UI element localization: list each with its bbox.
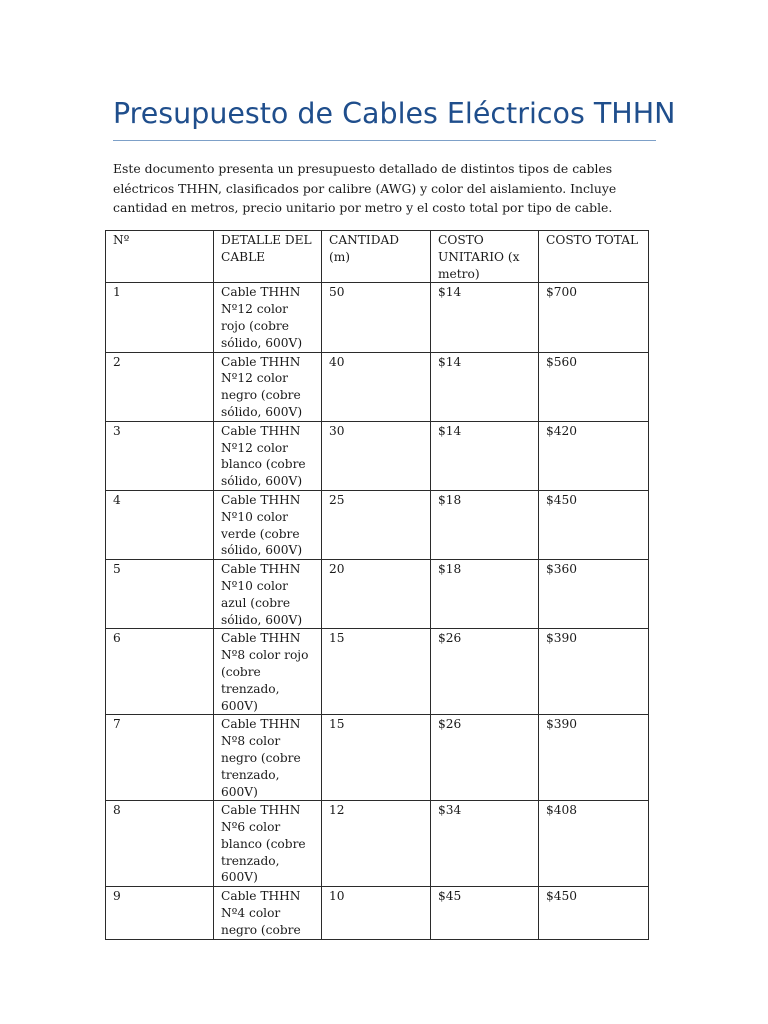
cell-quantity: 15 <box>322 715 431 801</box>
cell-total-cost: $700 <box>539 283 649 352</box>
cell-num: 3 <box>106 421 214 490</box>
table-row <box>106 887 649 939</box>
header-num: Nº <box>106 231 214 283</box>
header-unit-cost: COSTO UNITARIO (x metro) <box>431 231 539 283</box>
cell-unit-cost: $26 <box>431 629 539 715</box>
cell-unit-cost: $45 <box>431 887 539 939</box>
table-row <box>106 352 649 421</box>
cell-unit-cost: $14 <box>431 421 539 490</box>
cell-num: 8 <box>106 801 214 887</box>
table-row <box>106 421 649 490</box>
cell-detail: Cable THHN Nº8 color rojo (cobre trenzado, 600V) <box>214 629 322 715</box>
cell-total-cost: $450 <box>539 490 649 559</box>
cell-detail: Cable THHN Nº12 color rojo (cobre sólido, 600V) <box>214 283 322 352</box>
table-row <box>106 560 649 629</box>
table-row <box>106 629 649 715</box>
cell-total-cost: $408 <box>539 801 649 887</box>
cell-quantity: 50 <box>322 283 431 352</box>
cell-total-cost: $390 <box>539 715 649 801</box>
table-row <box>106 715 649 801</box>
cell-quantity: 20 <box>322 560 431 629</box>
cell-unit-cost: $14 <box>431 352 539 421</box>
cell-detail: Cable THHN Nº12 color blanco (cobre sólido, 600V) <box>214 421 322 490</box>
page-title: Presupuesto de Cables Eléctricos THHN <box>113 97 676 130</box>
cell-detail: Cable THHN Nº12 color negro (cobre sólido, 600V) <box>214 352 322 421</box>
header-detail: DETALLE DEL CABLE <box>214 231 322 283</box>
cell-num: 5 <box>106 560 214 629</box>
cell-total-cost: $560 <box>539 352 649 421</box>
cell-num: 6 <box>106 629 214 715</box>
cell-num: 9 <box>106 887 214 939</box>
cell-unit-cost: $26 <box>431 715 539 801</box>
cell-total-cost: $420 <box>539 421 649 490</box>
cell-detail: Cable THHN Nº6 color blanco (cobre trenzado, 600V) <box>214 801 322 887</box>
cell-unit-cost: $18 <box>431 560 539 629</box>
cell-num: 7 <box>106 715 214 801</box>
cell-num: 4 <box>106 490 214 559</box>
table-row <box>106 801 649 887</box>
title-underline <box>113 140 656 141</box>
cell-quantity: 40 <box>322 352 431 421</box>
cell-detail: Cable THHN Nº10 color azul (cobre sólido, 600V) <box>214 560 322 629</box>
cell-unit-cost: $34 <box>431 801 539 887</box>
cell-total-cost: $390 <box>539 629 649 715</box>
cell-num: 1 <box>106 283 214 352</box>
header-total-cost: COSTO TOTAL <box>539 231 649 283</box>
table-header-row <box>106 231 649 283</box>
cell-detail: Cable THHN Nº4 color negro (cobre <box>214 887 322 939</box>
cell-unit-cost: $14 <box>431 283 539 352</box>
cell-quantity: 15 <box>322 629 431 715</box>
cell-num: 2 <box>106 352 214 421</box>
table-row <box>106 283 649 352</box>
cell-quantity: 30 <box>322 421 431 490</box>
budget-table <box>105 230 649 940</box>
intro-paragraph: Este documento presenta un presupuesto detallado de distintos tipos de cables eléctricos THHN, clasificados por calibre (AWG) y color del aislamiento. Incluye cantidad en metros, precio unitario por metro y el costo total por tipo de cable. <box>113 161 617 215</box>
cell-unit-cost: $18 <box>431 490 539 559</box>
cell-quantity: 12 <box>322 801 431 887</box>
cell-quantity: 10 <box>322 887 431 939</box>
cell-quantity: 25 <box>322 490 431 559</box>
header-quantity: CANTIDAD (m) <box>322 231 431 283</box>
cell-detail: Cable THHN Nº10 color verde (cobre sólido, 600V) <box>214 490 322 559</box>
cell-total-cost: $450 <box>539 887 649 939</box>
cell-detail: Cable THHN Nº8 color negro (cobre trenzado, 600V) <box>214 715 322 801</box>
cell-total-cost: $360 <box>539 560 649 629</box>
table-row <box>106 490 649 559</box>
